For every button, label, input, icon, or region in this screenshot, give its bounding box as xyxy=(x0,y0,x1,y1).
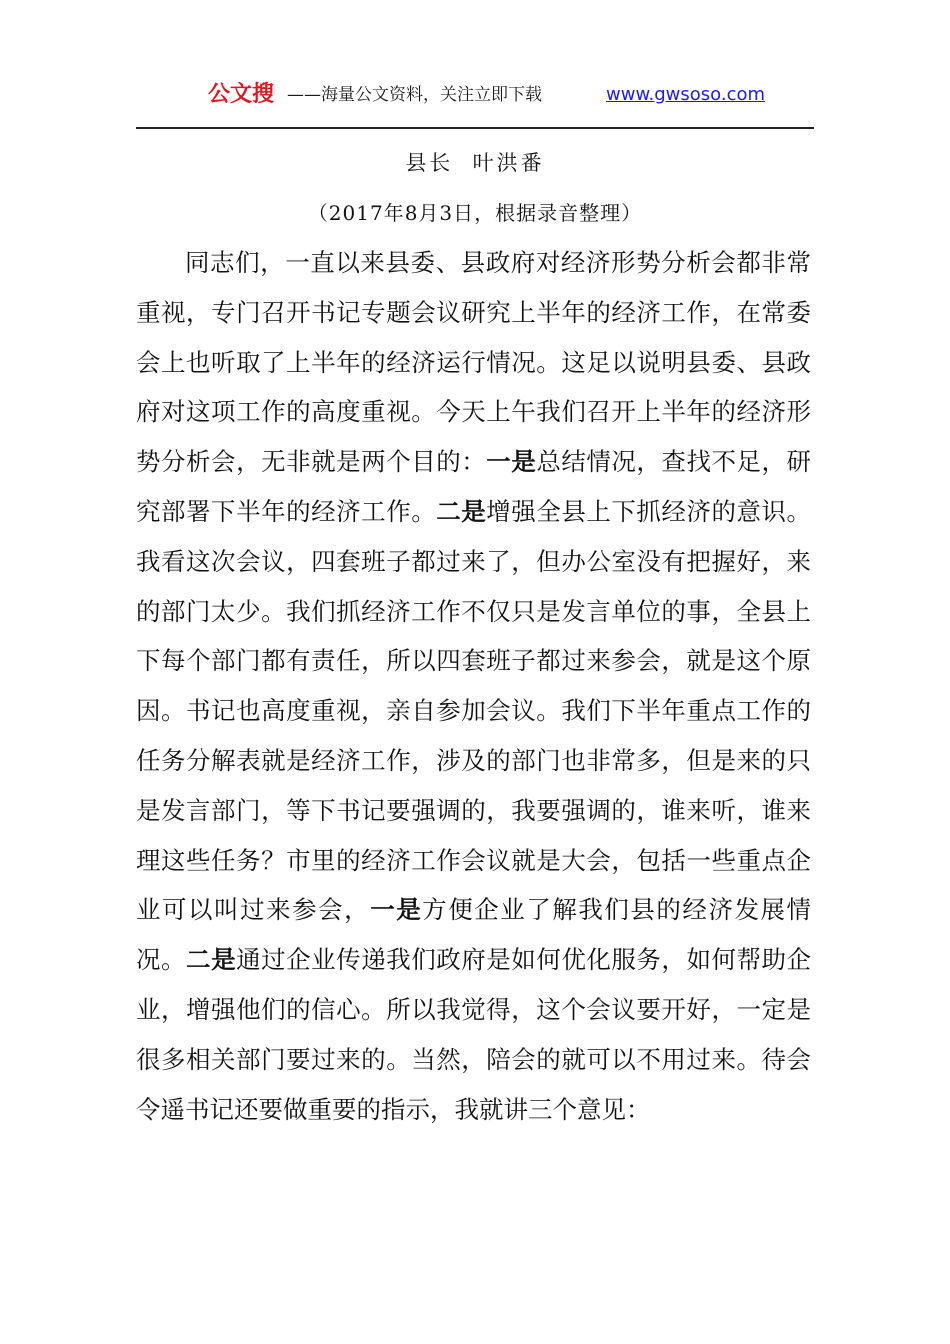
paragraph-segment: 方便企业了解我们县的经济发展情况。 xyxy=(136,895,812,975)
brand-logo-text: 公文搜 xyxy=(208,82,275,107)
header-slogan: ——海量公文资料，关注立即下载 xyxy=(287,85,542,105)
body-paragraph xyxy=(136,238,811,1134)
emphasis-segment: 二是 xyxy=(436,496,487,526)
emphasis-segment: 一是 xyxy=(486,447,537,477)
emphasis-segment: 一是 xyxy=(370,895,423,925)
date-note: （2017年8月3日，根据录音整理） xyxy=(307,201,643,225)
paragraph-segment: 总结情况，查找不足，研究部署下半年的经济工作。 xyxy=(136,447,812,526)
website-link[interactable]: www.gwsoso.com xyxy=(606,84,766,105)
emphasis-segment: 二是 xyxy=(186,945,237,975)
document-header xyxy=(136,78,814,118)
paragraph-segment: 通过企业传递我们政府是如何优化服务，如何帮助企业，增强他们的信心。所以我觉得，这个会议要开好，一定是很多相关部门要过来的。当然，陪会的就可以不用过来。待会令遥书记还要做重要的指示，我就讲三个意见： xyxy=(136,945,812,1124)
speaker-line: 县长 叶洪番 xyxy=(405,151,545,175)
paragraph-segment: 增强全县上下抓经济的意识。我看这次会议，四套班子都过来了，但办公室没有把握好，来的部门太少。我们抓经济工作不仅只是发言单位的事，全县上下每个部门都有责任，所以四套班子都过来参会，就是这个原因。书记也高度重视，亲自参加会议。我们下半年重点工作的任务分解表就是经济工作，涉及的部门也非常多，但是来的只是发言部门，等下书记要强调的，我要强调的，谁来听，谁来理这些任务？市里的经济工作会议就是大会，包括一些重点企业可以叫过来参会， xyxy=(136,496,812,925)
paragraph-segment: 同志们，一直以来县委、县政府对经济形势分析会都非常重视，专门召开书记专题会议研究上半年的经济工作，在常委会上也听取了上半年的经济运行情况。这足以说明县委、县政府对这项工作的高度重视。今天上午我们召开上半年的经济形势分析会，无非就是两个目的： xyxy=(136,248,811,477)
header-divider xyxy=(136,127,814,129)
